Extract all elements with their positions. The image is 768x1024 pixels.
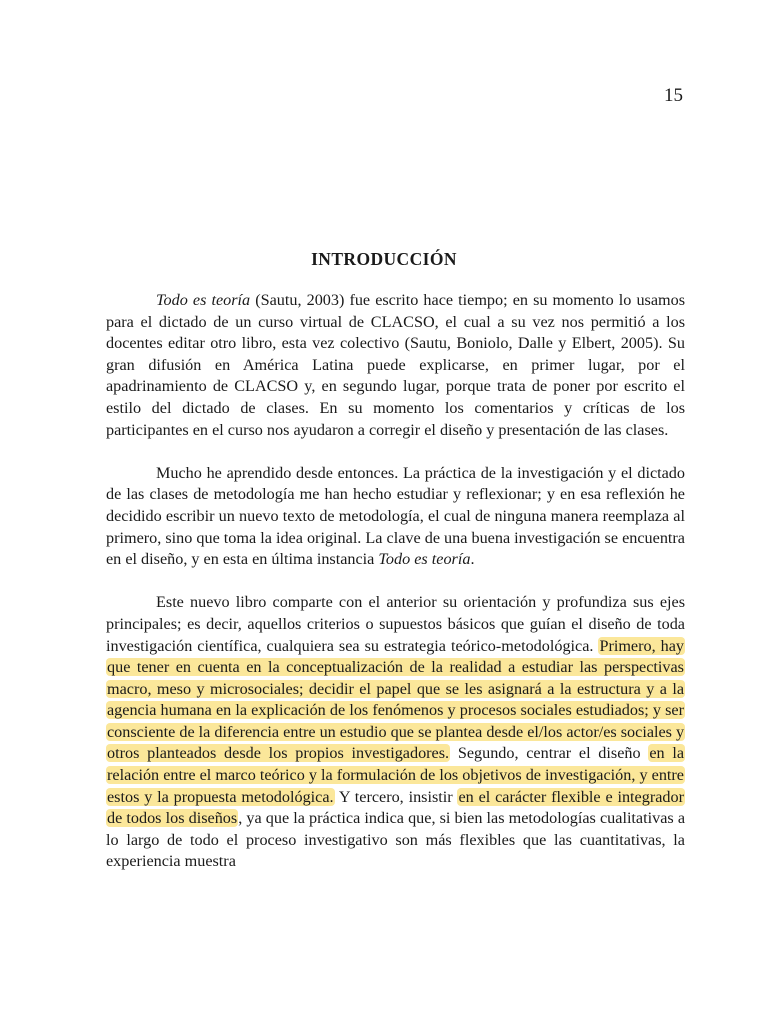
paragraph-3 bbox=[106, 592, 685, 873]
paragraph-2 bbox=[106, 463, 685, 571]
paragraph-2-end: . bbox=[470, 550, 475, 569]
body-text bbox=[106, 290, 685, 873]
highlighted-text[interactable]: en la relación entre el marco teórico y la formulación de los objetivos de investigación, y entre estos y la propuesta metodológica. bbox=[107, 744, 684, 806]
highlighted-text[interactable]: en el carácter flexible e integrador de todos los diseños bbox=[107, 787, 684, 828]
highlighted-text[interactable]: Primero, hay que tener en cuenta en la conceptualización de la realidad a estudiar las perspectivas macro, meso y microsociales; decidir el papel que se les asignará a la estructura y a la agencia humana en la explicación de los fenómenos y procesos sociales estudiados; y ser consciente de la diferencia entre un estudio que se plantea desde el/los actor/es sociales y otros planteados desde los propios investigadores. bbox=[107, 636, 685, 763]
section-heading: INTRODUCCIÓN bbox=[311, 249, 457, 269]
paragraph-1 bbox=[106, 290, 685, 441]
book-title: Todo es teoría bbox=[378, 550, 471, 569]
paragraph-3-text: Este nuevo libro comparte con el anterior su orientación y profundiza sus ejes principales; es decir, aquellos criterios o supuestos básicos que guían el diseño de toda investigación científica, cualquiera sea su estrategia teórico-metodológica. bbox=[106, 593, 685, 655]
page-number: 15 bbox=[664, 85, 683, 106]
paragraph-3-text: , ya que la práctica indica que, si bien las metodologías cualitativas a lo largo de todo el proceso investigativo son más flexibles que las cuantitativas, la experiencia muestra bbox=[106, 809, 685, 871]
paragraph-2-text: Mucho he aprendido desde entonces. La práctica de la investigación y el dictado de las clases de metodología me han hecho estudiar y reflexionar; y en esa reflexión he decidido escribir un nuevo texto de metodología, el cual de ninguna manera reemplaza al primero, sino que toma la idea original. La clave de una buena investigación se encuentra en el diseño, y en esta en última instancia bbox=[106, 463, 685, 569]
paragraph-3-text: Segundo, centrar el diseño bbox=[450, 744, 649, 763]
paragraph-1-text: (Sautu, 2003) fue escrito hace tiempo; en su momento lo usamos para el dictado de un curso virtual de CLACSO, el cual a su vez nos permitió a los docentes editar otro libro, esta vez colectivo (Sautu, Boniolo, Dalle y Elbert, 2005). Su gran difusión en América Latina puede explicarse, en primer lugar, por el apadrinamiento de CLACSO y, en segundo lugar, porque trata de poner por escrito el estilo del dictado de clases. En su momento los comentarios y críticas de los participantes en el curso nos ayudaron a corregir el diseño y presentación de las clases. bbox=[106, 291, 686, 439]
paragraph-3-text: Y tercero, insistir bbox=[334, 787, 458, 806]
book-title: Todo es teoría bbox=[156, 291, 251, 309]
